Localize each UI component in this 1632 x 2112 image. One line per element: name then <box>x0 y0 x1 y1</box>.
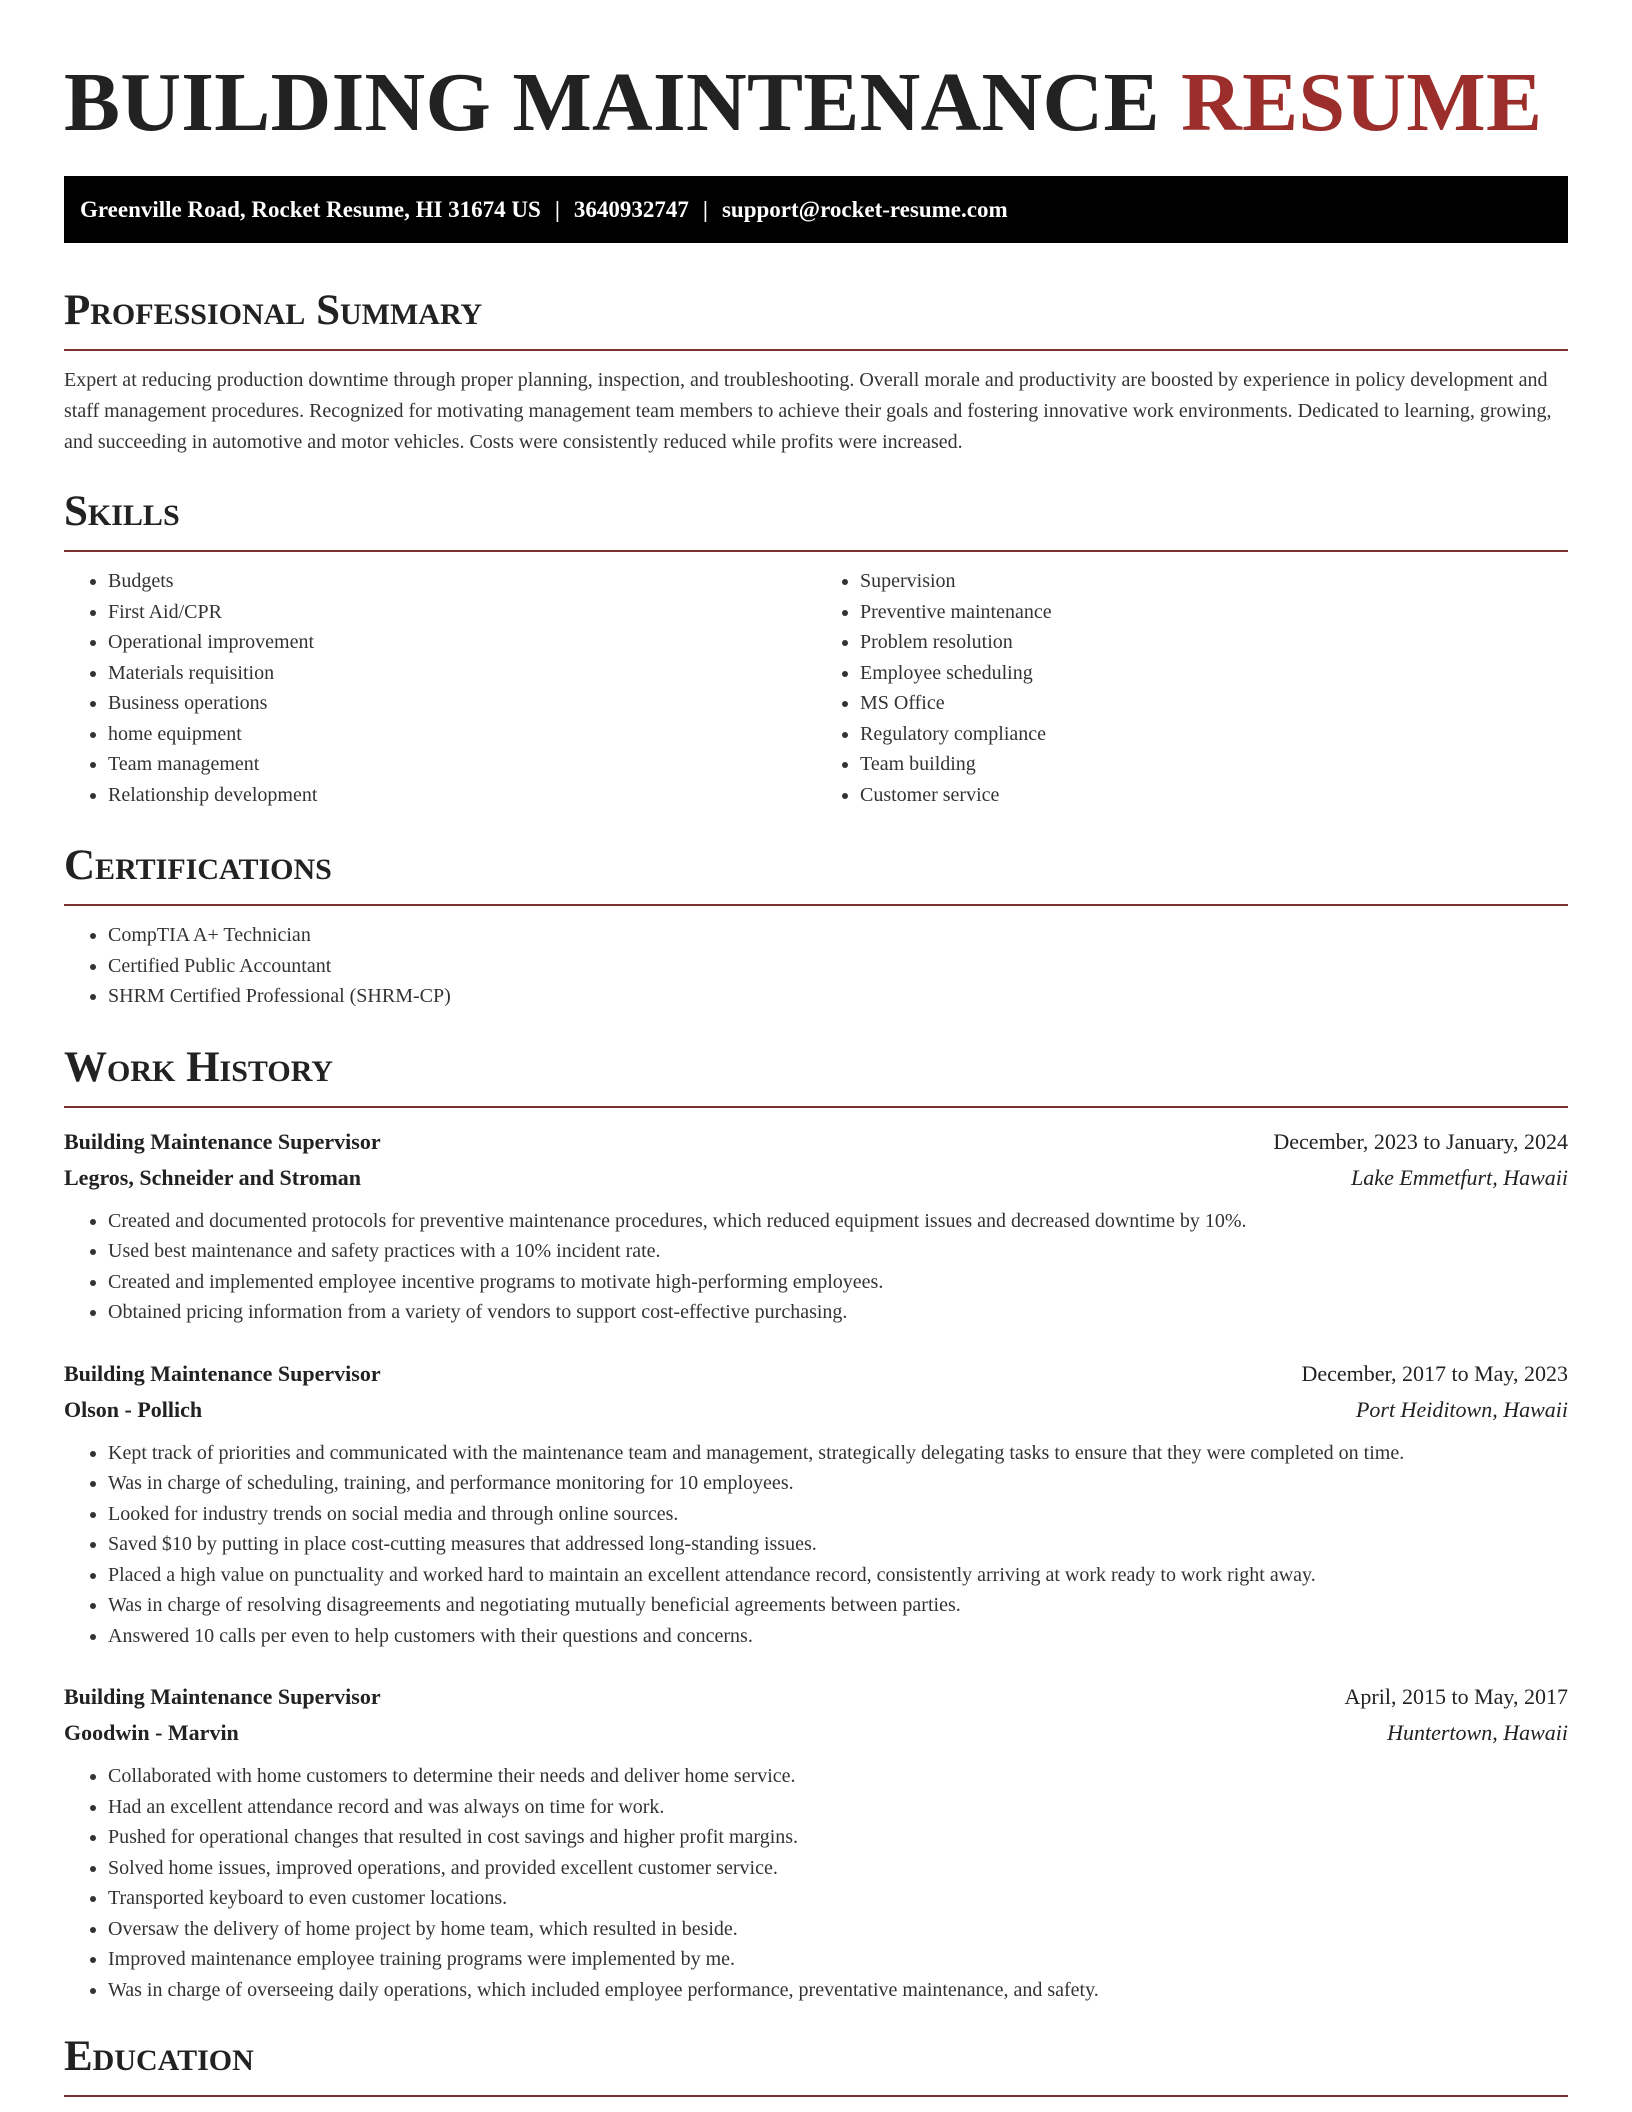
job-location: Port Heiditown, Hawaii <box>1355 1396 1568 1422</box>
skill-item: • Team management <box>108 749 816 780</box>
summary-section <box>64 285 1568 458</box>
job-dates: April, 2015 to May, 2017 <box>1344 1684 1568 1709</box>
job-bullet: • Solved home issues, improved operations, and provided excellent customer service. <box>108 1853 1568 1884</box>
job-dates: December, 2023 to January, 2024 <box>1273 1128 1568 1154</box>
job-bullet: • Answered 10 calls per even to help customers with their questions and concerns. <box>108 1621 1568 1652</box>
skill-item: • MS Office <box>860 688 1568 719</box>
contact-bar <box>64 176 1568 243</box>
job-bullets <box>64 1206 1568 1328</box>
job-bullets <box>64 1761 1568 2005</box>
skill-item: • Relationship development <box>108 780 816 811</box>
skills-section <box>64 486 1568 810</box>
job-bullet: • Was in charge of overseeing daily operations, which included employee performance, preventative maintenance, and safety. <box>108 1975 1568 2006</box>
work-history-heading: Work History <box>64 1042 1568 1108</box>
certifications-section <box>64 840 1568 1012</box>
job-company: Legros, Schneider and Stroman <box>64 1164 362 1190</box>
skill-item: • Regulatory compliance <box>860 719 1568 750</box>
job-title: Building Maintenance Supervisor <box>64 1128 381 1154</box>
job-bullet: • Pushed for operational changes that resulted in cost savings and higher profit margins. <box>108 1822 1568 1853</box>
job-company: Olson - Pollich <box>64 1396 203 1422</box>
job-bullet: • Created and implemented employee incentive programs to motivate high-performing employees. <box>108 1267 1568 1298</box>
skill-item: • Preventive maintenance <box>860 597 1568 628</box>
skill-item: • First Aid/CPR <box>108 597 816 628</box>
skill-item: • Team building <box>860 749 1568 780</box>
resume-title <box>64 0 1568 176</box>
contact-separator: | <box>702 197 708 222</box>
job-bullets <box>64 1438 1568 1652</box>
contact-email: support@rocket-resume.com <box>721 197 1008 222</box>
job-entry <box>64 1679 1568 2005</box>
skills-heading: Skills <box>64 486 1568 552</box>
job-bullet: • Placed a high value on punctuality and worked hard to maintain an excellent attendance record, consistently arriving at work ready to work right away. <box>108 1560 1568 1591</box>
job-subheader-row <box>64 1715 1568 1751</box>
job-header-row <box>64 1679 1568 1715</box>
summary-text: Expert at reducing production downtime through proper planning, inspection, and troubleshooting. Overall morale and productivity are boosted by experience in policy development and staff management procedures. Recognized for motivating management team members to achieve their goals and fostering innovative work environments. Dedicated to learning, growing, and succeeding in automotive and motor vehicles. Costs were consistently reduced while profits were increased. <box>64 369 1552 453</box>
job-bullet: • Transported keyboard to even customer locations. <box>108 1883 1568 1914</box>
job-bullet: • Created and documented protocols for preventive maintenance procedures, which reduced equipment issues and decreased downtime by 10%. <box>108 1206 1568 1237</box>
skill-item: • Supervision <box>860 566 1568 597</box>
skill-item: • home equipment <box>108 719 816 750</box>
job-bullet: • Had an excellent attendance record and was always on time for work. <box>108 1792 1568 1823</box>
contact-address: Greenville Road, Rocket Resume, HI 31674 US <box>80 197 541 222</box>
job-bullet: • Kept track of priorities and communicated with the maintenance team and management, strategically delegating tasks to ensure that they were completed on time. <box>108 1438 1568 1469</box>
job-header-row <box>64 1124 1568 1160</box>
job-entry <box>64 1356 1568 1652</box>
certifications-list <box>64 920 1568 1012</box>
job-dates: December, 2017 to May, 2023 <box>1301 1360 1568 1386</box>
skills-list-left <box>64 566 816 810</box>
skill-item: • Employee scheduling <box>860 658 1568 689</box>
skill-item: • Problem resolution <box>860 627 1568 658</box>
education-section <box>64 2031 1568 2097</box>
certification-item: • Certified Public Accountant <box>108 951 1568 982</box>
job-bullet: • Obtained pricing information from a variety of vendors to support cost-effective purchasing. <box>108 1297 1568 1328</box>
job-bullet: • Improved maintenance employee training programs were implemented by me. <box>108 1944 1568 1975</box>
contact-separator: | <box>554 197 560 222</box>
contact-phone: 3640932747 <box>573 197 689 222</box>
skill-item: • Materials requisition <box>108 658 816 689</box>
job-subheader-row <box>64 1160 1568 1196</box>
job-bullet: • Oversaw the delivery of home project by home team, which resulted in beside. <box>108 1914 1568 1945</box>
certification-item: • CompTIA A+ Technician <box>108 920 1568 951</box>
job-entry <box>64 1124 1568 1328</box>
skill-item: • Customer service <box>860 780 1568 811</box>
job-location: Huntertown, Hawaii <box>1387 1720 1568 1745</box>
job-bullet: • Was in charge of resolving disagreements and negotiating mutually beneficial agreements between parties. <box>108 1590 1568 1621</box>
job-location: Lake Emmetfurt, Hawaii <box>1351 1164 1568 1190</box>
job-subheader-row <box>64 1392 1568 1428</box>
job-bullet: • Used best maintenance and safety practices with a 10% incident rate. <box>108 1236 1568 1267</box>
title-main: BUILDING MAINTENANCE <box>64 56 1160 149</box>
skills-grid <box>64 566 1568 810</box>
certifications-heading: Certifications <box>64 840 1568 906</box>
job-bullet: • Looked for industry trends on social media and through online sources. <box>108 1499 1568 1530</box>
certification-item: • SHRM Certified Professional (SHRM-CP) <box>108 981 1568 1012</box>
job-title: Building Maintenance Supervisor <box>64 1684 381 1709</box>
job-bullet: • Collaborated with home customers to determine their needs and deliver home service. <box>108 1761 1568 1792</box>
job-header-row <box>64 1356 1568 1392</box>
summary-heading: Professional Summary <box>64 285 1568 351</box>
work-history-section <box>64 1042 1568 2006</box>
skill-item: • Business operations <box>108 688 816 719</box>
job-bullet: • Was in charge of scheduling, training, and performance monitoring for 10 employees. <box>108 1468 1568 1499</box>
title-accent: RESUME <box>1181 56 1543 149</box>
skill-item: • Budgets <box>108 566 816 597</box>
skills-list-right <box>816 566 1568 810</box>
education-heading: Education <box>64 2031 1568 2097</box>
job-bullet: • Saved $10 by putting in place cost-cutting measures that addressed long-standing issues. <box>108 1529 1568 1560</box>
job-company: Goodwin - Marvin <box>64 1720 239 1745</box>
skill-item: • Operational improvement <box>108 627 816 658</box>
resume-page <box>64 0 1568 2097</box>
job-title: Building Maintenance Supervisor <box>64 1360 381 1386</box>
